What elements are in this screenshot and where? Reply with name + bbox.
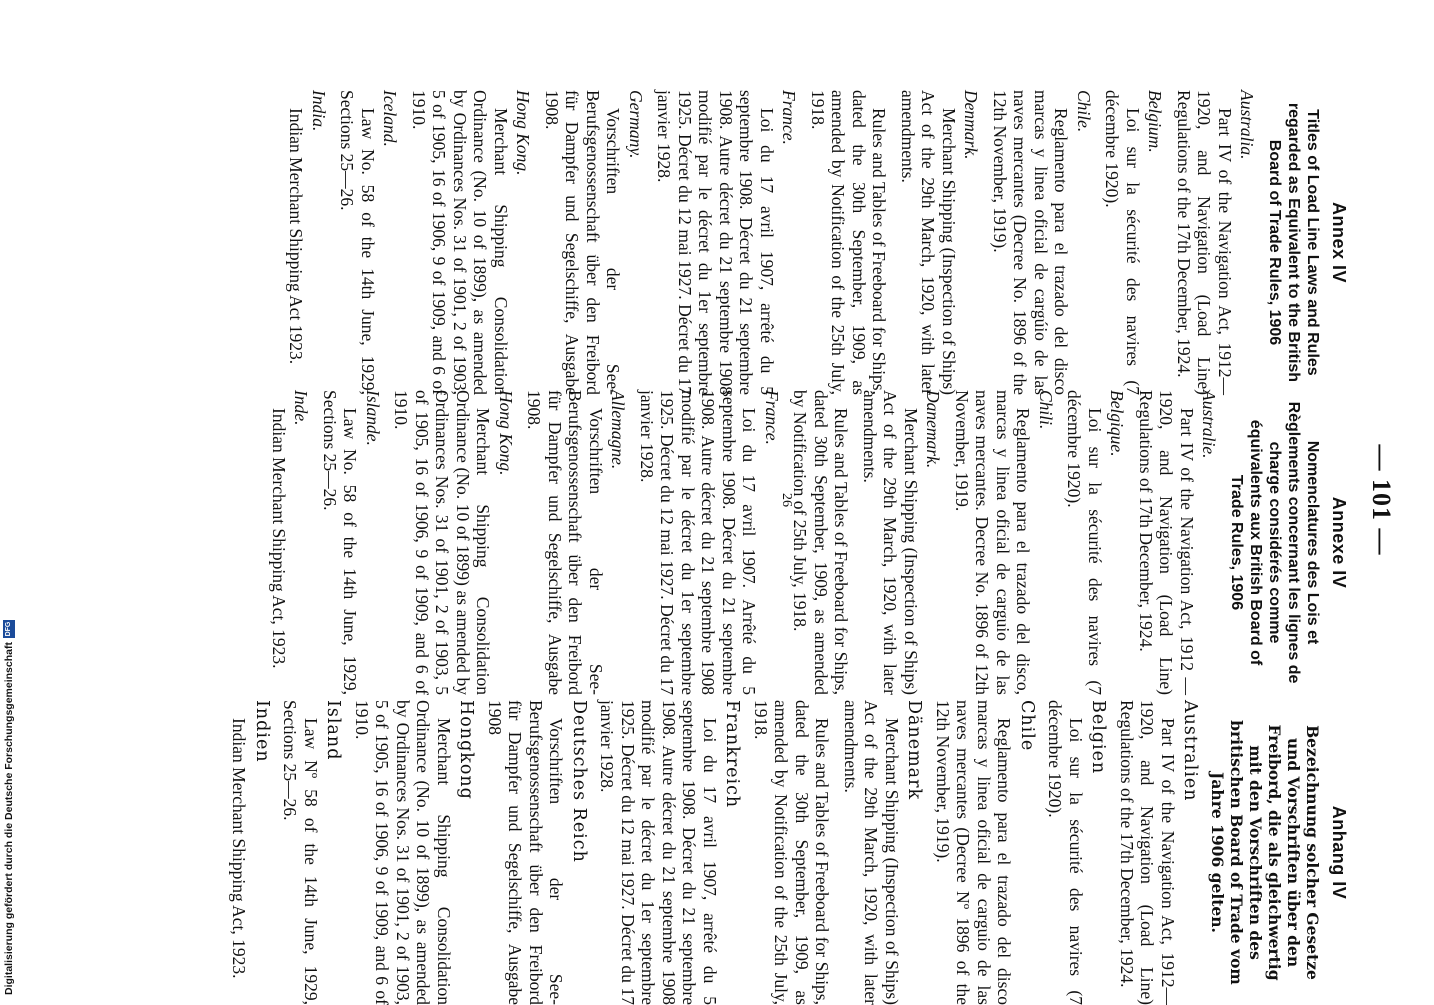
- entry-text: Indian Merchant Shipping Act 1923.: [286, 108, 307, 365]
- entry-text: Indian Merchant Shipping Act, 1923.: [229, 718, 250, 979]
- list-item: [1102, 90, 1166, 395]
- entry-text: Rules and Tables of Freeboard for Ships, dated the 30th September, 1909, as amended by Notification of the 25th July, 1918.: [751, 700, 833, 1005]
- country-heading: Allemagne.: [608, 390, 629, 470]
- country-heading: Germany.: [626, 90, 646, 159]
- list-item: [860, 390, 944, 695]
- entry-text: Loi du 17 avril 1907, arrêté du 5 septembre 1908. Décret du 21 septembre 1908. Autre décret du 21 septembre 1908 modifié par le décret du 1er septembre 1925. Décret du 12 mai 1927. Décret du 17 janvier 1928.: [597, 700, 720, 1005]
- list-item: [280, 700, 344, 1005]
- entry-text: Merchant Shipping (Inspection of Ships) Act of the 29th March, 1920, with later amendments.: [898, 90, 959, 395]
- country-heading: Chile: [1017, 700, 1037, 752]
- entry-text: Law Nº 58 of the 14th June, 1929, Sections 25—26.: [280, 700, 321, 1005]
- entry-text: Part IV of the Navigation Act, 1912—1920, and Navigation (Load Line) Regulations of the 17th December, 1924.: [1117, 700, 1178, 1005]
- entry-text: Law No. 58 of the 14th June, 1929, Sections 25—26.: [320, 390, 361, 695]
- section-title: Titles of Load Line Laws and Rules regarded as Equivalent to the British Board of Trade Rules, 1906: [1266, 102, 1322, 383]
- entry-text: Merchant Shipping Consolidation Ordinance (No. 10 of 1899), as amended by Ordinances Nos. 31 of 1901, 2 of 1903, 5 of 1905, 16 of 1906, 9 of 1909, and 6 of 1910.: [409, 90, 511, 395]
- list-item: [391, 390, 516, 695]
- country-heading: Iceland.: [380, 90, 401, 147]
- entry-text: Part IV of the Navigation Act, 1912—1920, and Navigation (Load Line) Regulations of the 17th December, 1924.: [1174, 90, 1235, 395]
- list-item: [597, 700, 743, 1005]
- list-item: [229, 700, 272, 1005]
- column-english: [278, 90, 1349, 395]
- list-item: [1045, 700, 1109, 1005]
- entry-text: Merchant Shipping (Inspection of Ships) Act of the 29th March, 1920, with later amendments.: [860, 390, 921, 695]
- entry-text: Merchant Shipping (Inspection of Ships) Act of the 29th March, 1920, with later amendments.: [841, 700, 902, 1005]
- country-heading: Belgium.: [1145, 90, 1166, 153]
- entry-text: Rules and Tables of Freeboard for Ships, dated the 30th September, 1909, as amended by Notification of the 25th July, 1918.: [808, 90, 890, 395]
- entry-text: Vorschriften der See-Berufsgenossenschaft über den Freibord für Dampfer und Segelschiffe, Ausgabe 1908.: [542, 90, 624, 395]
- country-heading: Inde.: [291, 390, 312, 426]
- country-heading: Deutsches Reich: [569, 700, 589, 863]
- list-item: [790, 390, 852, 695]
- list-item: [352, 700, 477, 1005]
- country-heading: Indien: [252, 700, 272, 763]
- section-title: Bezeichnung solcher Gesetze und Vorschriften über den Freibord, die als gleichwertig mit den Vorschriften des britischen Board of Trade vom Jahre 1906 gelten.: [1208, 720, 1323, 985]
- entry-list: [269, 390, 1220, 695]
- list-item: [1174, 90, 1258, 395]
- annex-heading: Annex IV: [1329, 201, 1349, 284]
- country-heading: Dänemark: [904, 700, 925, 801]
- page-number: — 101 —: [1367, 444, 1396, 556]
- list-item: [637, 390, 783, 695]
- country-heading: Frankreich: [722, 700, 743, 809]
- list-item: [808, 90, 890, 395]
- list-item: [990, 90, 1095, 395]
- country-heading: Chili.: [1036, 390, 1056, 430]
- country-heading: Australia.: [1237, 90, 1258, 160]
- digitization-credit: [2, 600, 16, 995]
- entry-text: Vorschriften der See-Berufsgenossenschaft über den Freibord für Dampfer und Segelschiffe, Ausgabe 1908.: [524, 390, 606, 695]
- list-item: [1117, 700, 1201, 1005]
- country-heading: Hong Kong.: [513, 90, 534, 176]
- entry-text: Loi sur la sécurité des navires (7 décembre 1920).: [1045, 700, 1086, 1005]
- annex-heading: Annexe IV: [1329, 496, 1349, 589]
- country-heading: Belgien: [1088, 700, 1109, 775]
- list-item: [542, 90, 647, 395]
- country-heading: France.: [762, 390, 782, 445]
- country-heading: Denmark.: [961, 90, 982, 160]
- list-item: [269, 390, 312, 695]
- entry-text: Merchant Shipping Consolidation Ordinance (No. 10 of 1899) as amended by Ordinances Nos. 31 of 1901, 2 of 1903, 5 of 1905, 16 of 1906, 9 of 1909, and 6 of 1910.: [391, 390, 494, 695]
- list-item: [409, 90, 534, 395]
- credit-text: Digitalisierung gefördert durch die Deutsche Forschungsgemeinschaft: [3, 642, 15, 995]
- country-heading: France.: [779, 90, 800, 145]
- dfg-logo: DFG: [3, 620, 15, 638]
- list-item: [898, 90, 982, 395]
- entry-text: Part IV of the Navigation Act, 1912 — 1920, and Navigation (Load Line) Regulations of 17th December, 1924.: [1136, 390, 1197, 695]
- list-item: [841, 700, 925, 1005]
- country-heading: Islande.: [363, 390, 383, 446]
- entry-text: Law No. 58 of the 14th June, 1929, Sections 25—26.: [337, 90, 378, 395]
- country-heading: India.: [309, 90, 329, 132]
- list-item: [524, 390, 629, 695]
- section-title: Nomenclatures des Lois et Règlements concernant les lignes de charge considérés comme équivalents aux British Board of Trade Rules, 1906: [1228, 401, 1322, 684]
- entry-text: Loi du 17 avril 1907, arrêté du 5 septembre 1908. Décret du 21 septembre 1908. Autre décret du 21 septembre 1908 modifié par le décret du 1er septembre 1925. Décret du 12 mai 1927. Décret du 17 janvier 1928.: [654, 90, 777, 395]
- country-heading: Hong Kong.: [496, 390, 516, 476]
- list-item: [1136, 390, 1220, 695]
- list-item: [320, 390, 384, 695]
- country-heading: Hongkong: [456, 700, 477, 800]
- entry-text: Rules and Tables of Freeboard for Ships, dated 30th September, 1909, as amended by Notification of 25th July, 1918.: [790, 390, 852, 695]
- list-item: [1064, 390, 1128, 695]
- entry-text: Loi du 17 avril 1907. Arrêté du 5 septembre 1908. Décret du 21 septembre 1908. Autre décret du 21 septembre 1908 modifié par le décret du 1er septembre 1925. Décret du 12 mai 1927. Décret du 17 janvier 1928.: [637, 390, 760, 695]
- column-french: [261, 390, 1350, 695]
- country-heading: Belgique.: [1107, 390, 1128, 457]
- entry-text: Indian Merchant Shipping Act, 1923.: [269, 408, 289, 669]
- entry-text: Reglamento para el trazado del disco, marcas y linea oficial de carguio de las naves mercantes. Decree No. 1896 of 12th November, 1919.: [952, 390, 1034, 695]
- list-item: [933, 700, 1038, 1005]
- country-heading: Chile.: [1074, 90, 1094, 133]
- country-heading: Island: [323, 700, 344, 761]
- country-heading: Australie.: [1199, 390, 1220, 459]
- country-heading: Australien: [1180, 700, 1201, 802]
- footer-page-number: 26: [779, 493, 794, 507]
- entry-text: Loi sur la sécurité des navires (7 décembre 1920).: [1064, 390, 1105, 695]
- list-item: [952, 390, 1057, 695]
- list-item: [286, 90, 329, 395]
- entry-text: Loi sur la sécurité des navires (7 décembre 1920).: [1102, 90, 1143, 395]
- entry-text: Merchant Shipping Consolidation Ordinance (No. 10 of 1899), as amended by Ordinances Nos. 31 of 1901, 2 of 1903, 5 of 1905, 16 of 1906, 9 of 1909, and 6 of 1910.: [352, 700, 454, 1005]
- entry-list: [229, 700, 1201, 1005]
- entry-text: Reglamento para el trazado del disco marcas y linea oficial de carguio de las naves mercantes (Decree Nº 1896 of the 12th November, 1919).: [933, 700, 1015, 1005]
- list-item: [485, 700, 590, 1005]
- entry-text: Reglamento para el trazado del disco marcas y linea oficial de cargúio de las naves mercantes (Decree No. 1896 of the 12th November, 1919).: [990, 90, 1072, 395]
- annex-heading: Anhang IV: [1329, 805, 1349, 900]
- entry-list: [286, 90, 1258, 395]
- country-heading: Danemark.: [923, 390, 944, 469]
- entry-text: Vorschriften der See-Berufsgenossenschaft über den Freibord für Dampfer und Segelschiffe, Ausgabe 1908: [485, 700, 567, 1005]
- list-item: [337, 90, 401, 395]
